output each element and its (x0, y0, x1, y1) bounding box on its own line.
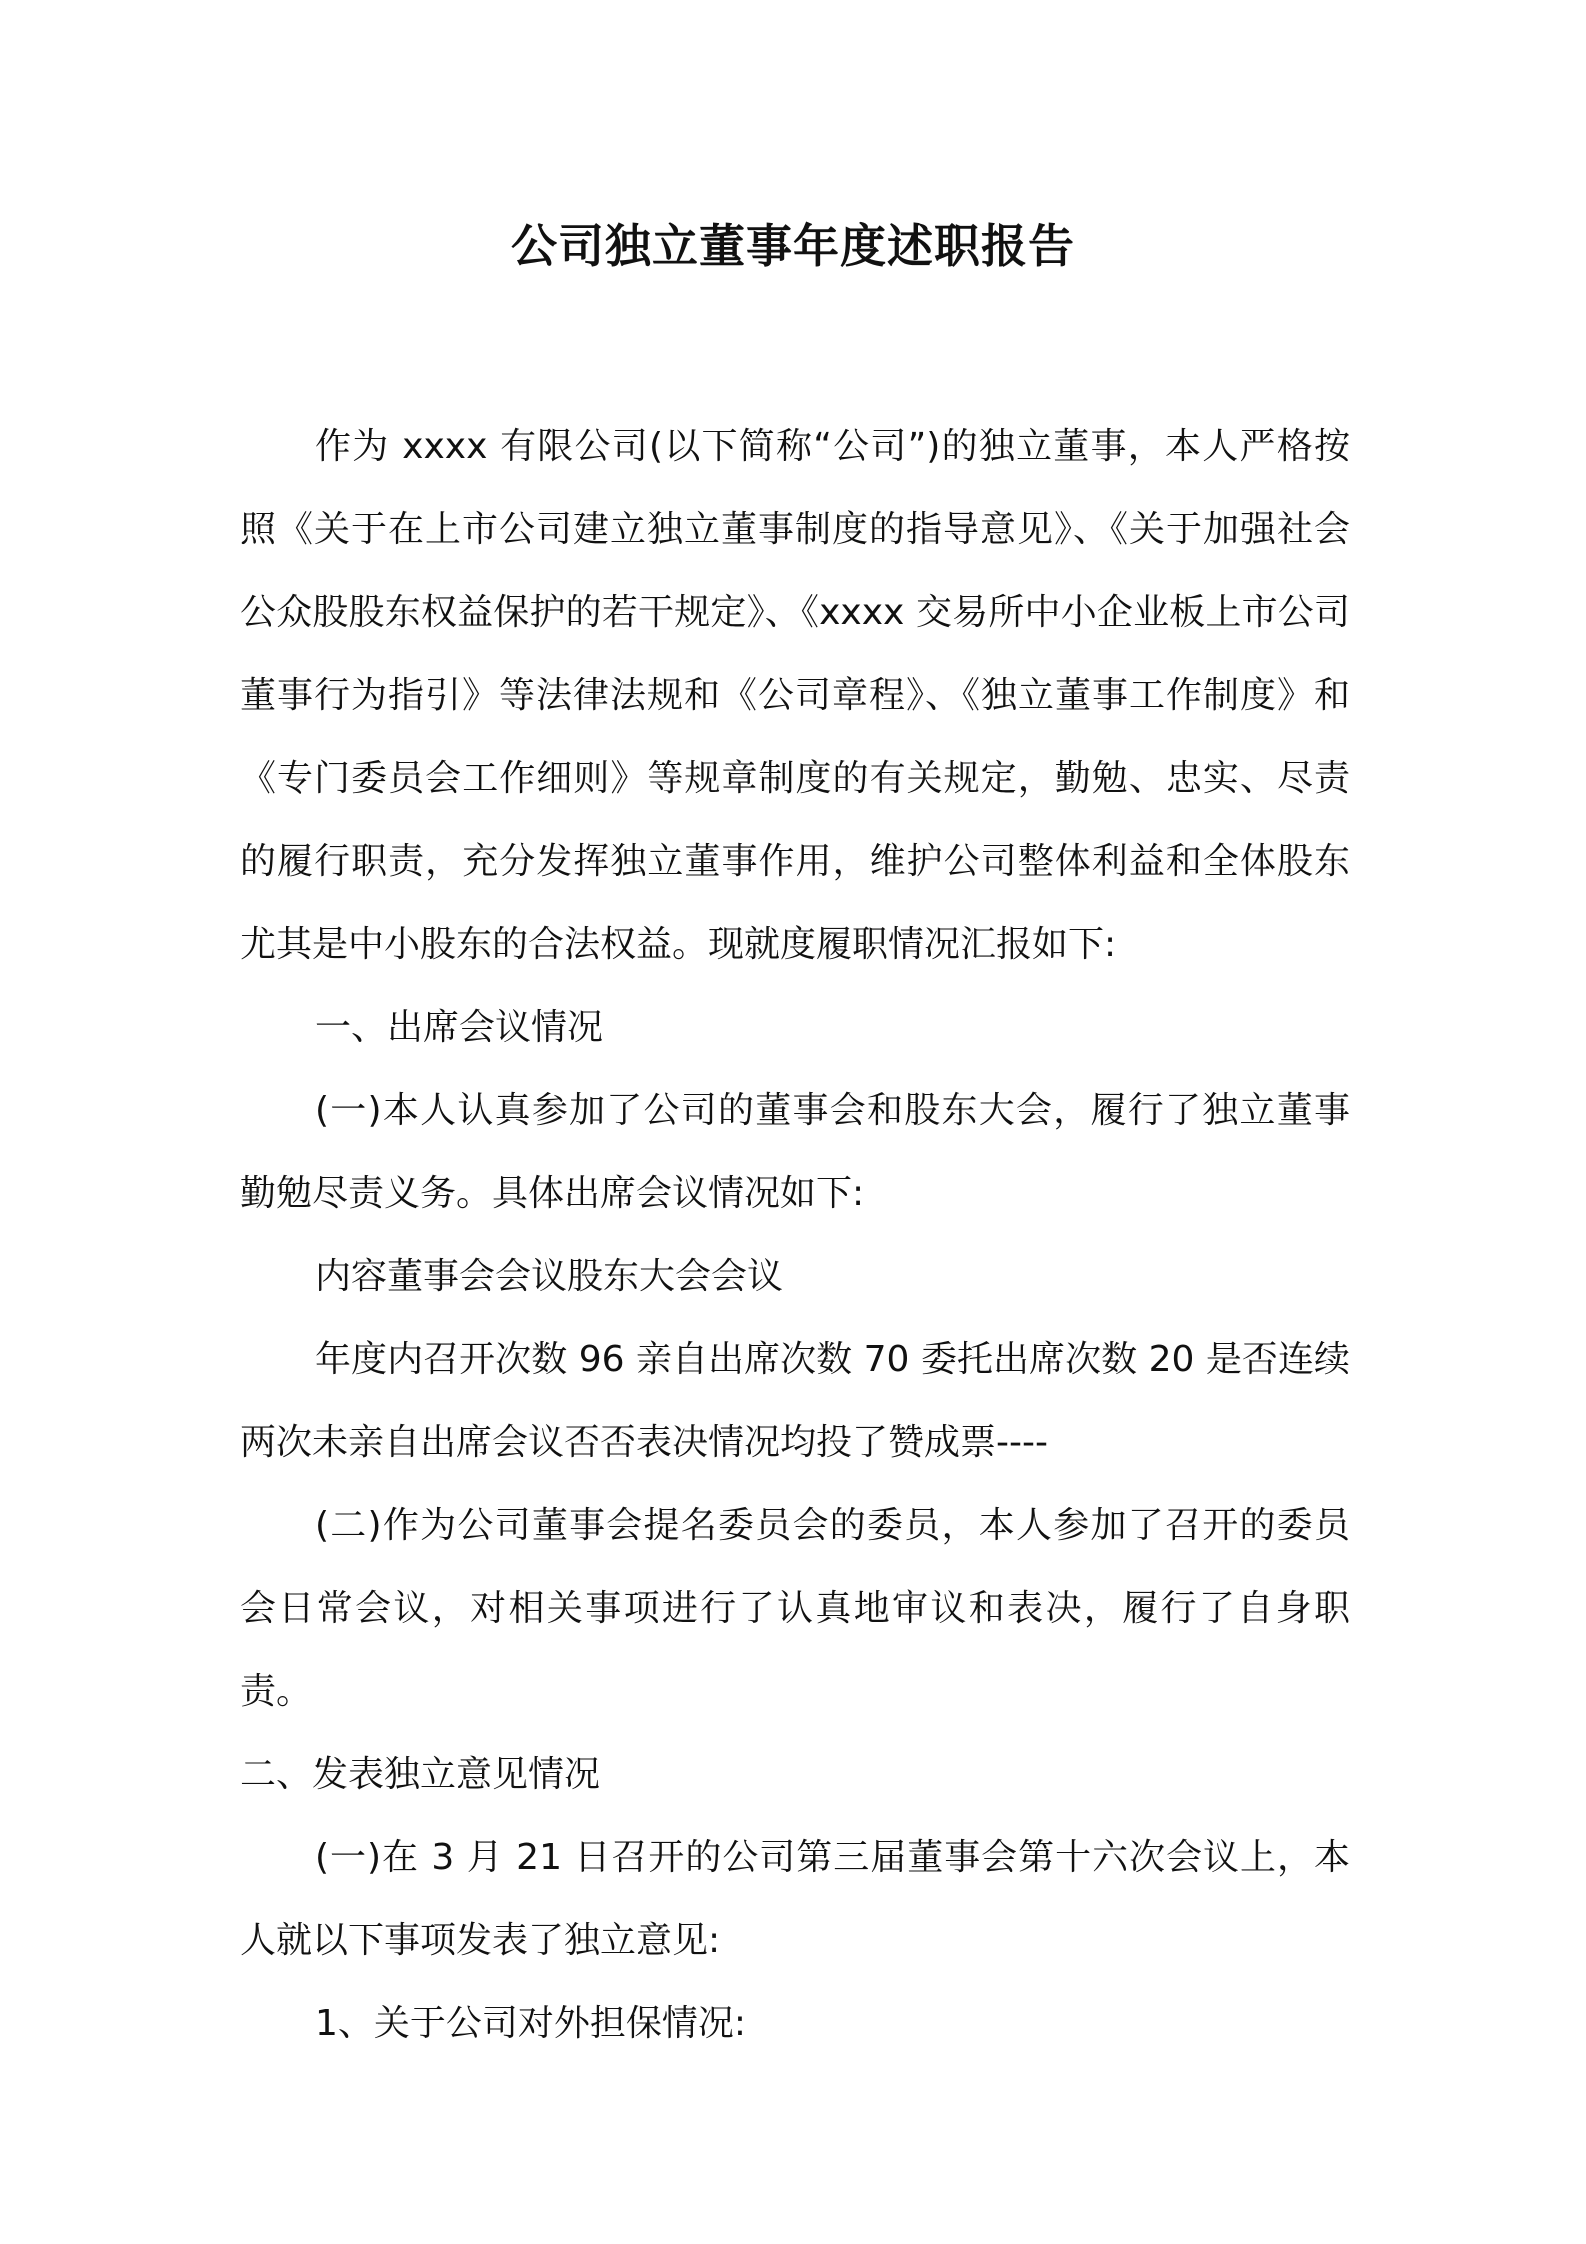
heading-section-2: 二、发表独立意见情况 (240, 1754, 601, 1795)
paragraph-meeting-table-header: 内容董事会会议股东大会会议 (315, 1256, 784, 1297)
paragraph-meeting-attendance: (一)本人认真参加了公司的董事会和股东大会，履行了独立董事勤勉尽责义务。具体出席会议情况如下: (240, 1090, 1350, 1214)
heading-section-1: 一、出席会议情况 (315, 1007, 604, 1048)
paragraph-independent-opinion: (一)在 3 月 21 日召开的公司第三届董事会第十六次会议上，本人就以下事项发表了独立意见: (240, 1837, 1350, 1961)
paragraph-nomination-committee: (二)作为公司董事会提名委员会的委员，本人参加了召开的委员会日常会议，对相关事项进行了认真地审议和表决，履行了自身职责。 (240, 1505, 1350, 1712)
page-title: 公司独立董事年度述职报告 (511, 219, 1075, 273)
paragraph-external-guarantee: 1、关于公司对外担保情况: (315, 2003, 747, 2044)
paragraph-meeting-table-row: 年度内召开次数 96 亲自出席次数 70 委托出席次数 20 是否连续两次未亲自出席会议否否表决情况均投了赞成票---- (240, 1339, 1350, 1463)
document-body (240, 405, 1350, 2065)
paragraph-intro: 作为 xxxx 有限公司(以下简称“公司”)的独立董事，本人严格按照《关于在上市公司建立独立董事制度的指导意见》、《关于加强社会公众股股东权益保护的若干规定》、《xxxx 交易所中小企业板上市公司董事行为指引》等法律法规和《公司章程》、《独立董事工作制度》和《专门委员会工作细则》等规章制度的有关规定，勤勉、忠实、尽责的履行职责，充分发挥独立董事作用，维护公司整体利益和全体股东尤其是中小股东的合法权益。现就度履职情况汇报如下: (240, 426, 1350, 965)
